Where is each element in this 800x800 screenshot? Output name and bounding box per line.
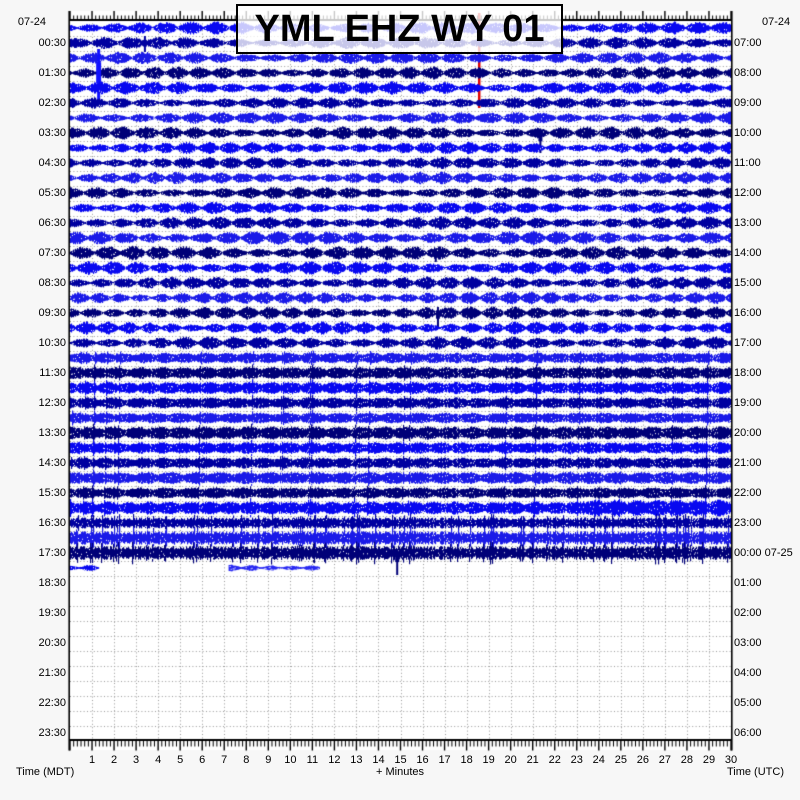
minute-tick-label: 16 [416, 754, 429, 766]
left-time-tick: 10:30 [38, 337, 66, 349]
right-time-tick: 19:00 [734, 397, 762, 409]
left-time-tick: 12:30 [38, 397, 66, 409]
station-title-box [236, 4, 563, 54]
minute-tick-label: 11 [306, 754, 319, 766]
minute-tick-label: 6 [199, 754, 206, 766]
left-time-tick: 07:30 [38, 247, 66, 259]
right-time-tick: 00:00 07-25 [734, 547, 793, 559]
right-time-tick: 04:00 [734, 667, 762, 679]
left-time-tick: 08:30 [38, 277, 66, 289]
left-time-tick: 22:30 [38, 697, 66, 709]
left-time-tick: 03:30 [38, 127, 66, 139]
station-title: YML EHZ WY 01 [254, 7, 545, 50]
left-time-tick: 13:30 [38, 427, 66, 439]
right-time-tick: 21:00 [734, 457, 762, 469]
minute-tick-label: 29 [702, 754, 716, 766]
right-time-tick: 20:00 [734, 427, 762, 439]
minute-tick-label: 2 [111, 754, 118, 766]
right-time-tick: 06:00 [734, 727, 762, 739]
right-time-tick: 01:00 [734, 577, 762, 589]
minute-tick-label: 30 [724, 754, 738, 766]
right-time-tick: 03:00 [734, 637, 762, 649]
right-time-tick: 08:00 [734, 67, 762, 79]
minute-tick-label: 25 [614, 754, 627, 766]
left-time-tick: 01:30 [38, 67, 66, 79]
minute-tick-label: 22 [548, 754, 561, 766]
date-label-left: 07-24 [17, 16, 46, 28]
minute-tick-label: 10 [284, 754, 297, 766]
minute-tick-label: 13 [350, 754, 363, 766]
minute-tick-label: 1 [88, 754, 96, 766]
left-time-tick: 19:30 [38, 607, 66, 619]
right-time-tick: 09:00 [734, 97, 762, 109]
minute-tick-label: 17 [438, 754, 451, 766]
right-time-tick: 14:00 [734, 247, 762, 259]
date-label-right: 07-24 [762, 16, 791, 28]
right-time-tick: 22:00 [734, 487, 762, 499]
right-time-tick: 18:00 [734, 367, 762, 379]
minute-tick-label: 12 [328, 754, 341, 766]
left-time-tick: 02:30 [38, 97, 66, 109]
left-time-tick: 06:30 [38, 217, 66, 229]
left-time-tick: 21:30 [38, 667, 66, 679]
minute-tick-label: 3 [133, 754, 140, 766]
left-time-tick: 00:30 [38, 37, 66, 49]
right-time-tick: 23:00 [734, 517, 762, 529]
right-time-tick: 05:00 [734, 697, 762, 709]
minute-tick-label: 21 [526, 754, 539, 766]
axis-label-mdt: Time (MDT) [16, 766, 75, 778]
right-time-tick: 11:00 [734, 157, 761, 169]
left-time-tick: 16:30 [38, 517, 66, 529]
right-time-tick: 13:00 [734, 217, 762, 229]
left-time-tick: 23:30 [38, 727, 66, 739]
left-time-tick: 18:30 [38, 577, 66, 589]
minute-tick-label: 24 [592, 754, 605, 766]
right-time-tick: 07:00 [734, 37, 762, 49]
left-time-tick: 09:30 [38, 307, 66, 319]
left-time-tick: 20:30 [38, 637, 66, 649]
right-time-tick: 02:00 [734, 607, 762, 619]
minute-tick-label: 7 [221, 754, 228, 766]
minute-tick-label: 23 [570, 754, 583, 766]
minute-tick-label: 18 [460, 754, 473, 766]
minute-tick-label: 8 [243, 754, 250, 766]
left-time-tick: 14:30 [38, 457, 66, 469]
axis-label-minutes: + Minutes [376, 766, 424, 778]
left-time-tick: 05:30 [38, 187, 66, 199]
minute-tick-label: 4 [155, 754, 162, 766]
minute-tick-label: 5 [177, 754, 184, 766]
left-time-tick: 11:30 [39, 367, 66, 379]
minute-tick-label: 14 [372, 754, 385, 766]
minute-tick-label: 27 [658, 754, 672, 766]
minute-tick-label: 9 [265, 754, 272, 766]
left-time-tick: 17:30 [38, 547, 66, 559]
minute-tick-label: 19 [482, 754, 495, 766]
right-time-tick: 16:00 [734, 307, 762, 319]
minute-tick-label: 26 [636, 754, 649, 766]
left-time-tick: 04:30 [38, 157, 66, 169]
minute-tick-label: 28 [680, 754, 694, 766]
right-time-tick: 10:00 [734, 127, 762, 139]
minute-tick-label: 20 [504, 754, 517, 766]
axis-label-utc: Time (UTC) [726, 766, 784, 778]
minute-tick-label: 15 [394, 754, 407, 766]
right-time-tick: 15:00 [734, 277, 762, 289]
right-time-tick: 17:00 [734, 337, 762, 349]
left-time-tick: 15:30 [38, 487, 66, 499]
right-time-tick: 12:00 [734, 187, 762, 199]
